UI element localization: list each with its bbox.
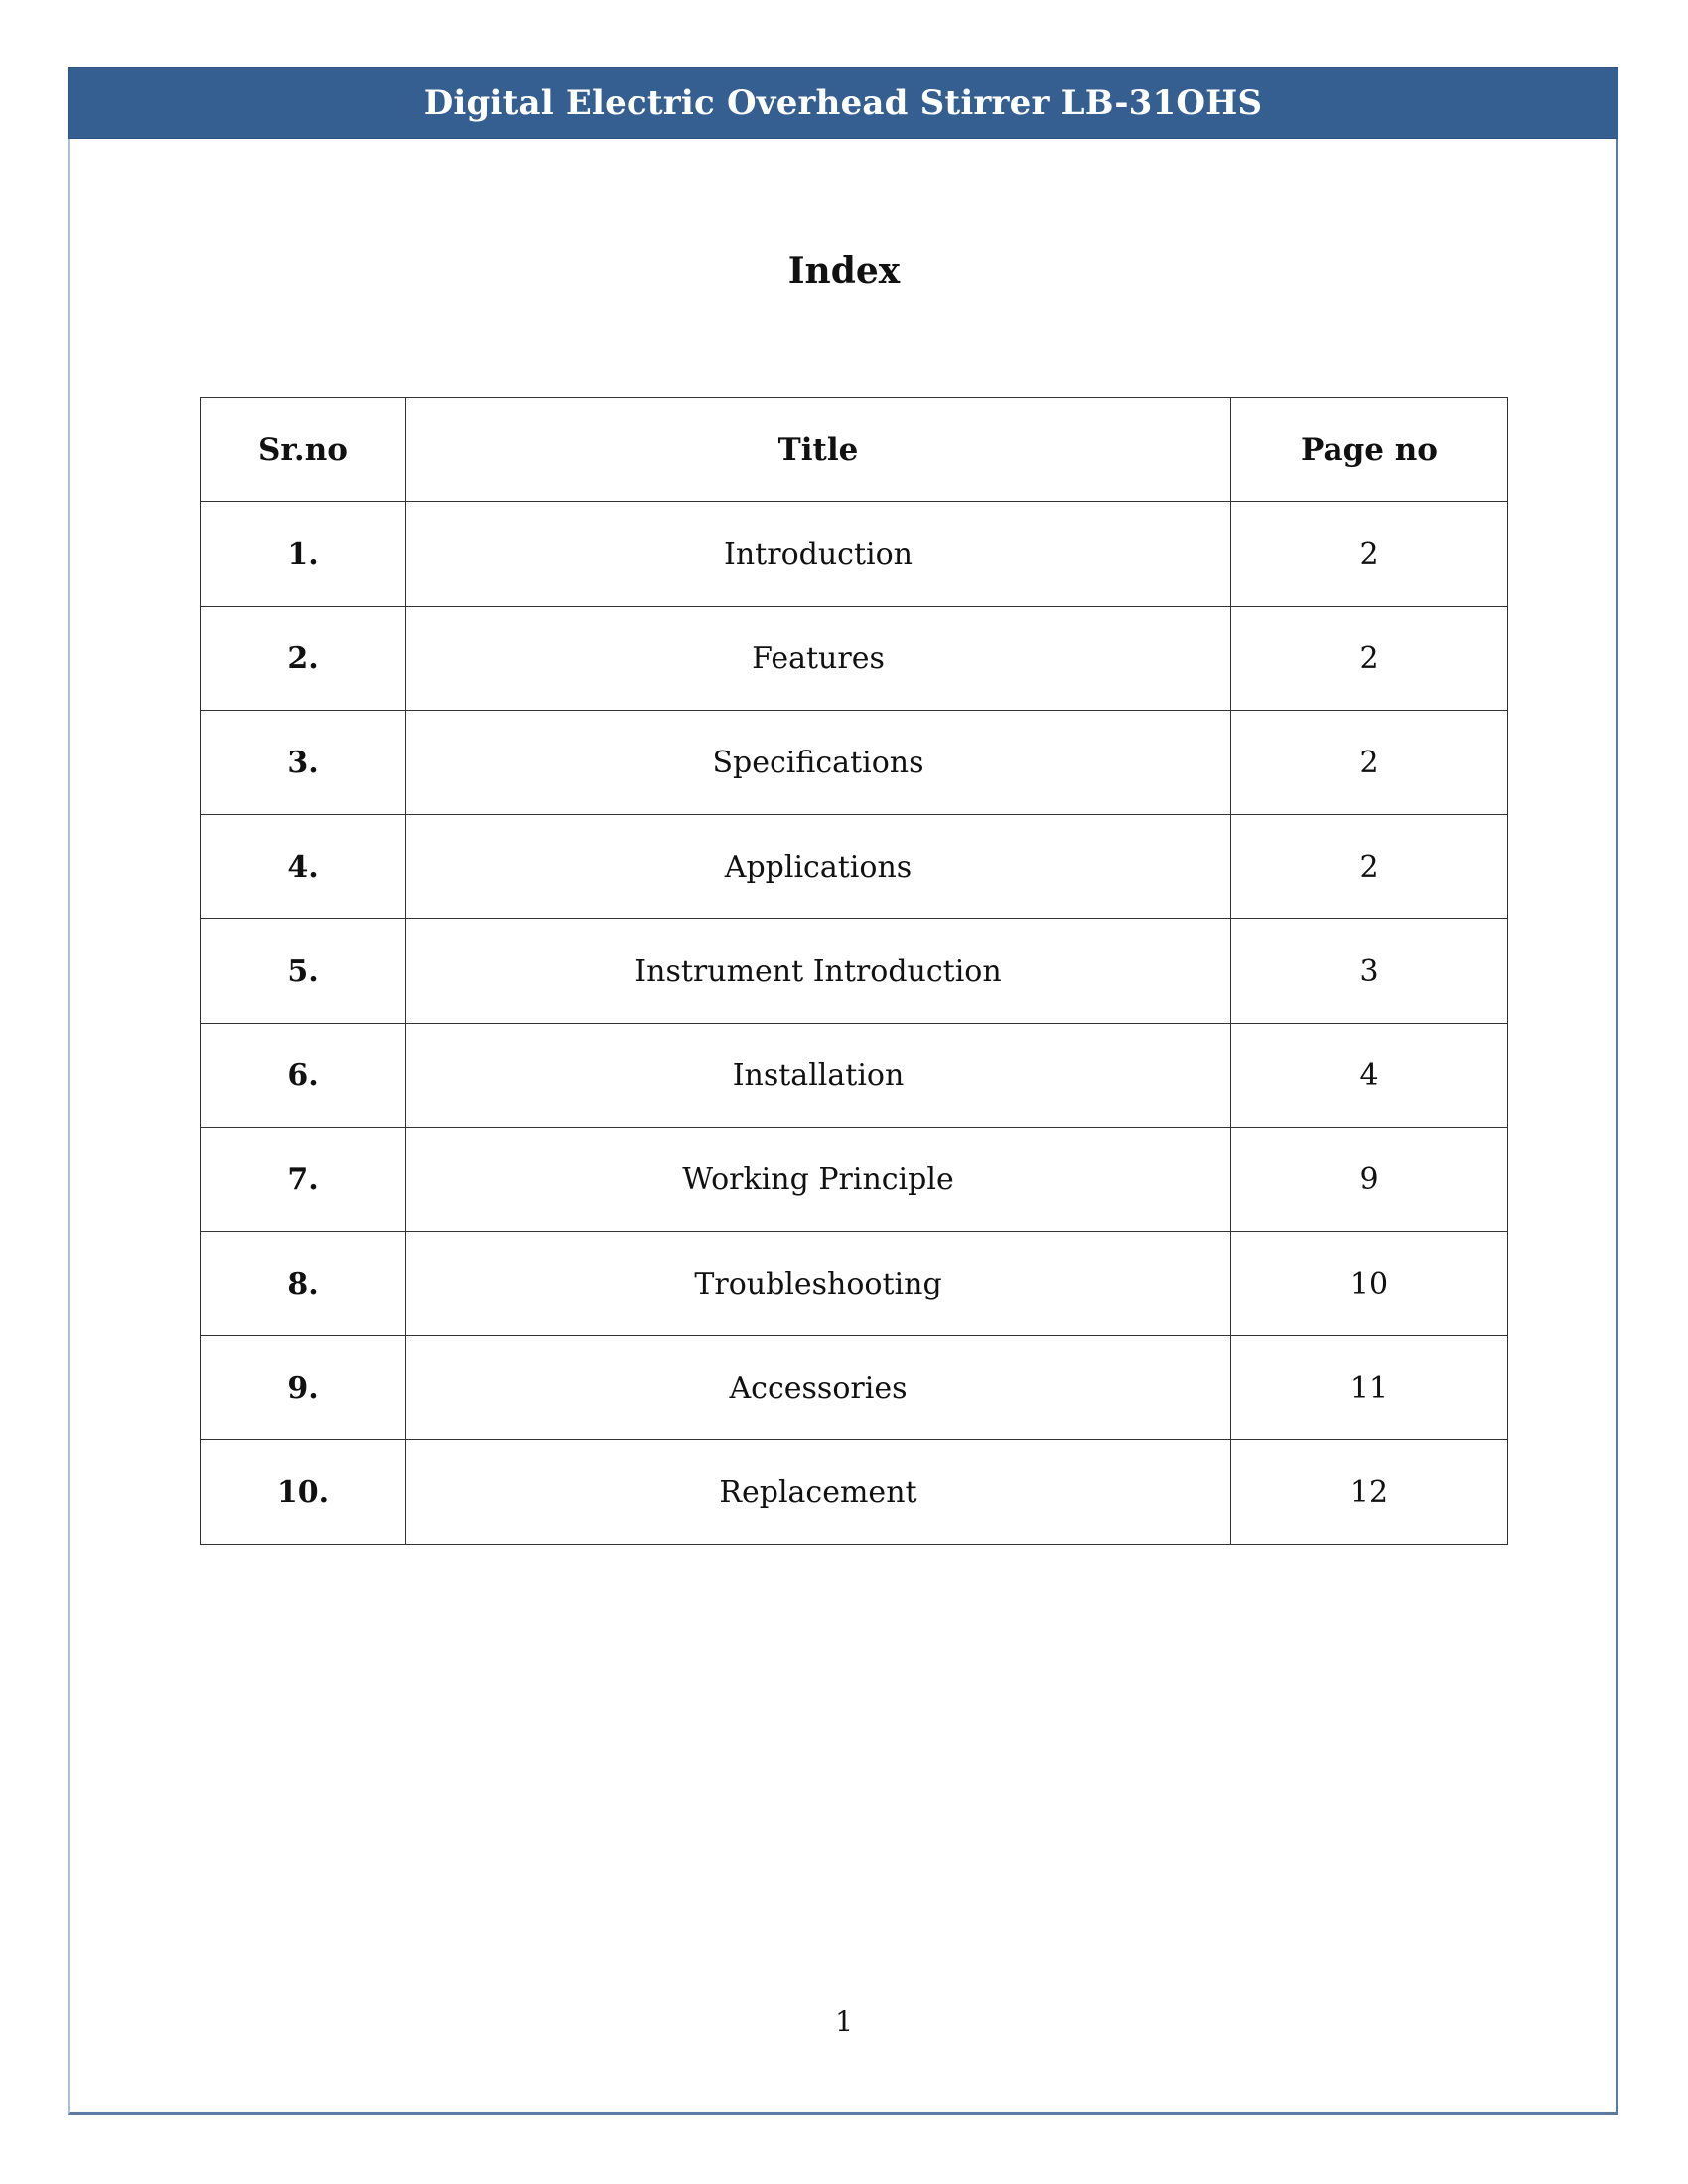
row-srno: 10. [201, 1440, 406, 1545]
row-page: 2 [1231, 815, 1508, 919]
row-page: 3 [1231, 919, 1508, 1024]
row-title: Installation [406, 1024, 1231, 1128]
row-page: 12 [1231, 1440, 1508, 1545]
table-row [201, 607, 1508, 711]
table-row [201, 1440, 1508, 1545]
table-row [201, 711, 1508, 815]
table-header-row [201, 398, 1508, 502]
table-row [201, 1024, 1508, 1128]
column-header-srno: Sr.no [201, 398, 406, 502]
row-page: 2 [1231, 711, 1508, 815]
document-title: Digital Electric Overhead Stirrer LB-31OHS [423, 82, 1263, 123]
row-srno: 1. [201, 502, 406, 607]
column-header-page: Page no [1231, 398, 1508, 502]
table-row [201, 1128, 1508, 1232]
row-srno: 3. [201, 711, 406, 815]
row-title: Replacement [406, 1440, 1231, 1545]
row-srno: 9. [201, 1336, 406, 1440]
row-title: Applications [406, 815, 1231, 919]
row-page: 4 [1231, 1024, 1508, 1128]
row-srno: 5. [201, 919, 406, 1024]
row-title: Introduction [406, 502, 1231, 607]
row-page: 2 [1231, 502, 1508, 607]
table-row [201, 919, 1508, 1024]
row-title: Troubleshooting [406, 1232, 1231, 1336]
row-page: 11 [1231, 1336, 1508, 1440]
index-table [200, 397, 1508, 1545]
row-title: Working Principle [406, 1128, 1231, 1232]
row-title: Specifications [406, 711, 1231, 815]
row-srno: 2. [201, 607, 406, 711]
row-srno: 7. [201, 1128, 406, 1232]
table-row [201, 815, 1508, 919]
row-srno: 6. [201, 1024, 406, 1128]
row-title: Instrument Introduction [406, 919, 1231, 1024]
page-number: 1 [835, 2005, 853, 2038]
row-page: 9 [1231, 1128, 1508, 1232]
row-page: 10 [1231, 1232, 1508, 1336]
row-title: Accessories [406, 1336, 1231, 1440]
column-header-title: Title [406, 398, 1231, 502]
row-srno: 4. [201, 815, 406, 919]
header-bar [68, 67, 1618, 139]
table-row [201, 502, 1508, 607]
table-row [201, 1232, 1508, 1336]
index-heading: Index [787, 250, 901, 292]
table-row [201, 1336, 1508, 1440]
row-title: Features [406, 607, 1231, 711]
row-page: 2 [1231, 607, 1508, 711]
row-srno: 8. [201, 1232, 406, 1336]
